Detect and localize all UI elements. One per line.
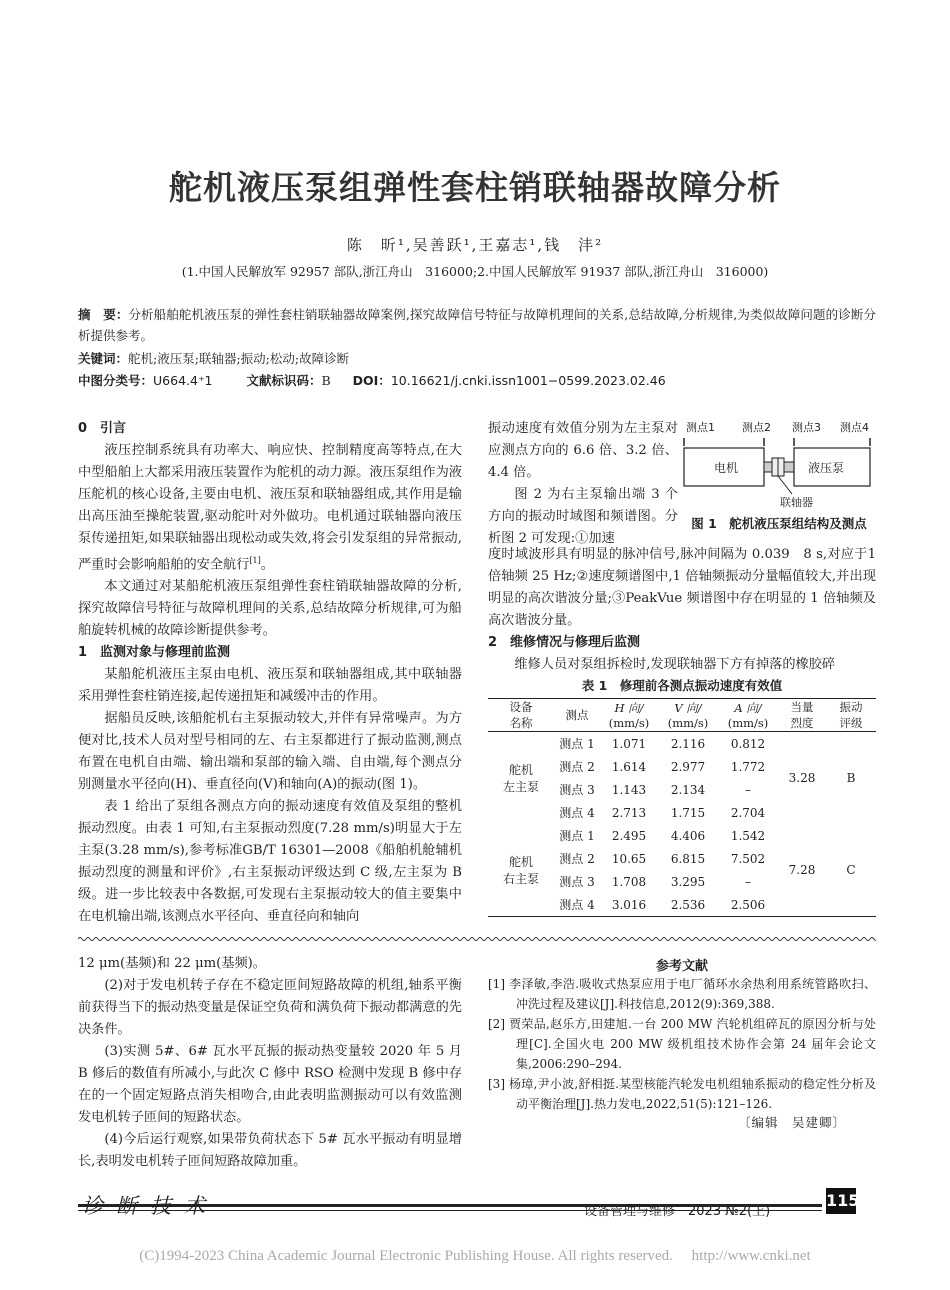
cell-a: 1.542 xyxy=(730,828,766,843)
cell-grade: C xyxy=(846,863,856,877)
cell-a: 1.772 xyxy=(730,759,766,774)
continuation-paragraph-2: (3)实测 5#、6# 瓦水平瓦振的振动热变量较 2020 年 5 月 B 修后的数值有所减小,与此次 C 修中 RSO 检测中发现 B 修中存在的一个固定短路点消失相吻合,由此表明监测振动可以有效监测发电机转子匝间的短路状态。 xyxy=(78,1044,462,1125)
left-column xyxy=(78,418,462,928)
section-2-heading: 2 维修情况与修理后监测 xyxy=(488,635,641,650)
authors: 陈 昕¹,吴善跃¹,王嘉志¹,钱 沣² xyxy=(346,236,604,254)
measure-point-4-label: 测点4 xyxy=(840,421,869,434)
section-2-paragraph-1: 维修人员对泵组拆检时,发现联轴器下方有掉落的橡胶碎 xyxy=(514,657,836,672)
col-a: A 向/ (mm/s) xyxy=(727,701,769,730)
motor-label: 电机 xyxy=(714,461,739,475)
section-0-paragraph-2: 本文通过对某船舵机液压泵组弹性套柱销联轴器故障的分析,探究故障信号特征与故障机理间的关系,总结故障分析规律,可为船舶旋转机械的故障诊断提供参考。 xyxy=(78,579,462,639)
cell-h: 1.614 xyxy=(611,759,647,774)
cell-severity: 7.28 xyxy=(788,863,816,877)
right-column-full xyxy=(488,544,876,676)
section-logo: 诊断技术 xyxy=(82,1194,218,1218)
cell-h: 3.016 xyxy=(611,897,647,912)
doi-label: DOI： xyxy=(352,373,391,388)
cell-v: 3.295 xyxy=(670,874,706,889)
keywords-text: 舵机;液压泵;联轴器;振动;松动;故障诊断 xyxy=(128,351,350,366)
measure-point-3-label: 测点3 xyxy=(792,421,821,434)
editor-note: 〔编辑 吴建卿〕 xyxy=(737,1115,846,1130)
col-point: 测点 xyxy=(565,708,589,722)
cell-v: 4.406 xyxy=(670,828,706,843)
right-paragraph-1-rest: 度时域波形具有明显的脉冲信号,脉冲间隔为 0.039 8 s,对应于1倍轴频 25 Hz;②速度频谱图中,1 倍轴频振动分量幅值较大,并出现明显的高次谐波分量;③PeakVue 频谱图中存在明显的 1 倍轴频及高次谐波分量。 xyxy=(488,547,876,628)
doccode-value: B xyxy=(321,373,331,388)
section-1-paragraph-1: 某船舵机液压主泵由电机、液压泵和联轴器组成,其中联轴器采用弹性套柱销连接,起传递扭矩和减缓冲击的作用。 xyxy=(78,667,462,705)
cell-h: 1.708 xyxy=(611,874,647,889)
cell-h: 2.495 xyxy=(611,828,647,843)
journal-info: 设备管理与维修 2023 №2(上) xyxy=(584,1204,771,1219)
cell-v: 2.116 xyxy=(670,736,706,751)
cell-a: – xyxy=(745,874,751,889)
citation-1[interactable]: [1] xyxy=(249,556,261,565)
cell-v: 2.134 xyxy=(670,782,706,797)
cell-point: 测点 4 xyxy=(559,806,595,820)
cell-a: 7.502 xyxy=(730,851,766,866)
cell-h: 10.65 xyxy=(611,851,647,866)
section-1-heading: 1 监测对象与修理前监测 xyxy=(78,645,231,661)
shaft-right xyxy=(784,462,794,472)
coupling-label: 联轴器 xyxy=(780,496,813,509)
figure-1-diagram xyxy=(680,418,878,510)
reference-item: [1] 李泽敏,李浩.吸收式热泵应用于电厂循环水余热利用系统管路吹扫、冲洗过程及建议[J].科技信息,2012(9):369,388. xyxy=(488,977,876,1011)
shaft-left xyxy=(764,462,772,472)
cell-v: 1.715 xyxy=(670,805,706,820)
cell-point: 测点 3 xyxy=(559,783,595,797)
section-1-paragraph-2: 据船员反映,该船舵机右主泵振动较大,并伴有异常噪声。为方便对比,技术人员对型号相同的左、右主泵都进行了振动监测,测点布置在电机自由端、输出端和泵部的输入端、自由端,每个测点分别测量水平径向(H)、垂直径向(V)和轴向(A)的振动(图 1)。 xyxy=(78,711,462,793)
cell-h: 1.071 xyxy=(611,736,647,751)
article-separator xyxy=(78,935,876,943)
col-severity: 当量 烈度 xyxy=(790,700,814,730)
abstract-label: 摘 要： xyxy=(78,307,129,322)
cell-a: 2.704 xyxy=(730,805,766,820)
page-number: 115 xyxy=(826,1188,856,1214)
group-name-left: 舵机 左主泵 xyxy=(502,763,539,794)
cell-v: 6.815 xyxy=(670,851,706,866)
cell-a: 0.812 xyxy=(730,736,766,751)
table-row xyxy=(488,732,876,756)
previous-article-continuation xyxy=(78,953,462,1173)
clc-value: U664.4⁺1 xyxy=(153,373,213,388)
right-paragraph-1-top: 图 2 为右主泵输出端 3 个方向的振动时域图和频谱图。分析图 2 可发现:①加速 xyxy=(488,487,678,546)
cell-point: 测点 2 xyxy=(559,852,595,866)
cell-point: 测点 4 xyxy=(559,898,595,912)
section-0-heading: 0 引言 xyxy=(78,421,127,436)
references-title: 参考文献 xyxy=(655,959,708,974)
cell-grade: B xyxy=(846,771,856,785)
cell-a: – xyxy=(745,782,751,797)
abstract-text: 分析船舶舵机液压泵的弹性套柱销联轴器故障案例,探究故障信号特征与故障机理间的关系,总结故障,分析规律,为类似故障问题的诊断分析提供参考。 xyxy=(78,307,876,343)
cell-v: 2.536 xyxy=(670,897,706,912)
continuation-paragraph-0: 12 μm(基频)和 22 μm(基频)。 xyxy=(78,956,266,971)
cell-a: 2.506 xyxy=(730,897,766,912)
article-title: 舵机液压泵组弹性套柱销联轴器故障分析 xyxy=(169,168,781,207)
pump-label: 液压泵 xyxy=(808,461,845,475)
col-h: H 向/ (mm/s) xyxy=(608,701,650,730)
col-grade: 振动 评级 xyxy=(839,700,863,730)
right-column-top xyxy=(488,418,678,550)
col-v: V 向/ (mm/s) xyxy=(667,701,709,730)
classification-line xyxy=(78,371,666,389)
continuation-paragraph-3: (4)今后运行观察,如果带负荷状态下 5# 瓦水平振动有明显增长,表明发电机转子匝间短路故障加重。 xyxy=(78,1132,462,1169)
cell-v: 2.977 xyxy=(670,759,706,774)
section-0-paragraph-1: 液压控制系统具有功率大、响应快、控制精度高等特点,在大中型船舶上大都采用液压装置作为舵机的动力源。液压泵组作为液压舵机的核心设备,主要由电机、液压泵和联轴器组成,其作用是输出高压油至操舵装置,驱动舵叶对外做功。电机通过联轴器向液压泵传递扭矩,如果联轴器出现松动或失效,将会引发泵组的异常振动,严重时会影响船舶的安全航行[1]。 xyxy=(78,443,462,573)
coupling-leader-line xyxy=(778,476,792,494)
cell-point: 测点 3 xyxy=(559,875,595,889)
clc-label: 中图分类号： xyxy=(78,373,154,388)
coupling-half-left xyxy=(772,458,778,476)
affiliation: (1.中国人民解放军 92957 部队,浙江舟山 316000;2.中国人民解放军 91937 部队,浙江舟山 316000) xyxy=(181,264,769,279)
cell-point: 测点 1 xyxy=(559,829,595,843)
measure-point-1-label: 测点1 xyxy=(686,421,715,434)
cell-point: 测点 1 xyxy=(559,737,595,751)
cell-point: 测点 2 xyxy=(559,760,595,774)
copyright-watermark: (C)1994-2023 China Academic Journal Electronic Publishing House. All rights reserved. http://www.cnki.net xyxy=(139,1248,811,1264)
abstract xyxy=(78,304,876,346)
measure-point-2-label: 测点2 xyxy=(742,421,771,434)
cell-h: 2.713 xyxy=(611,805,647,820)
figure-1-caption: 图 1 舵机液压泵组结构及测点 xyxy=(691,516,867,531)
keywords-label: 关键词： xyxy=(78,351,129,366)
section-1-paragraph-3: 表 1 给出了泵组各测点方向的振动速度有效值及泵组的整机振动烈度。由表 1 可知,右主泵振动烈度(7.28 mm/s)明显大于左主泵(3.28 mm/s),参考标准GB/T 16301—2008《船舶机舱辅机振动烈度的测量和评价》,右主泵振动评级达到 C 级,左主泵为 B 级。进一步比较表中各数据,可发现右主泵振动较大的值主要集中在电机输出端,该测点水平径向、垂直径向和轴向 xyxy=(78,799,462,925)
right-paragraph-0: 振动速度有效值分别为左主泵对应测点方向的 6.6 倍、3.2 倍、4.4 倍。 xyxy=(488,421,678,480)
col-device: 设备 名称 xyxy=(509,700,533,730)
cell-severity: 3.28 xyxy=(788,771,816,785)
coupling-half-right xyxy=(778,458,784,476)
table-1 xyxy=(488,698,876,917)
keywords xyxy=(78,349,349,367)
references-list xyxy=(488,974,876,1114)
reference-item: [3] 杨璋,尹小波,舒相挺.某型核能汽轮发电机组轴系振动的稳定性分析及动平衡治理[J].热力发电,2022,51(5):121–126. xyxy=(488,1077,876,1111)
doi-value: 10.16621/j.cnki.issn1001−0599.2023.02.46 xyxy=(390,373,666,388)
continuation-paragraph-1: (2)对于发电机转子存在不稳定匝间短路故障的机组,轴系平衡前获得当下的振动热变量是保证空负荷和满负荷下振动都满意的先决条件。 xyxy=(78,978,462,1037)
doccode-label: 文献标识码： xyxy=(246,373,322,388)
cell-h: 1.143 xyxy=(611,782,647,797)
table-row xyxy=(488,824,876,847)
group-name-right: 舵机 右主泵 xyxy=(502,855,539,886)
table-1-title: 表 1 修理前各测点振动速度有效值 xyxy=(581,678,783,693)
reference-item: [2] 贾荣品,赵乐方,田建旭.一台 200 MW 汽轮机组碎瓦的原因分析与处理[C].全国火电 200 MW 级机组技术协作会第 24 届年会论文集,2006:290–294. xyxy=(488,1017,876,1071)
